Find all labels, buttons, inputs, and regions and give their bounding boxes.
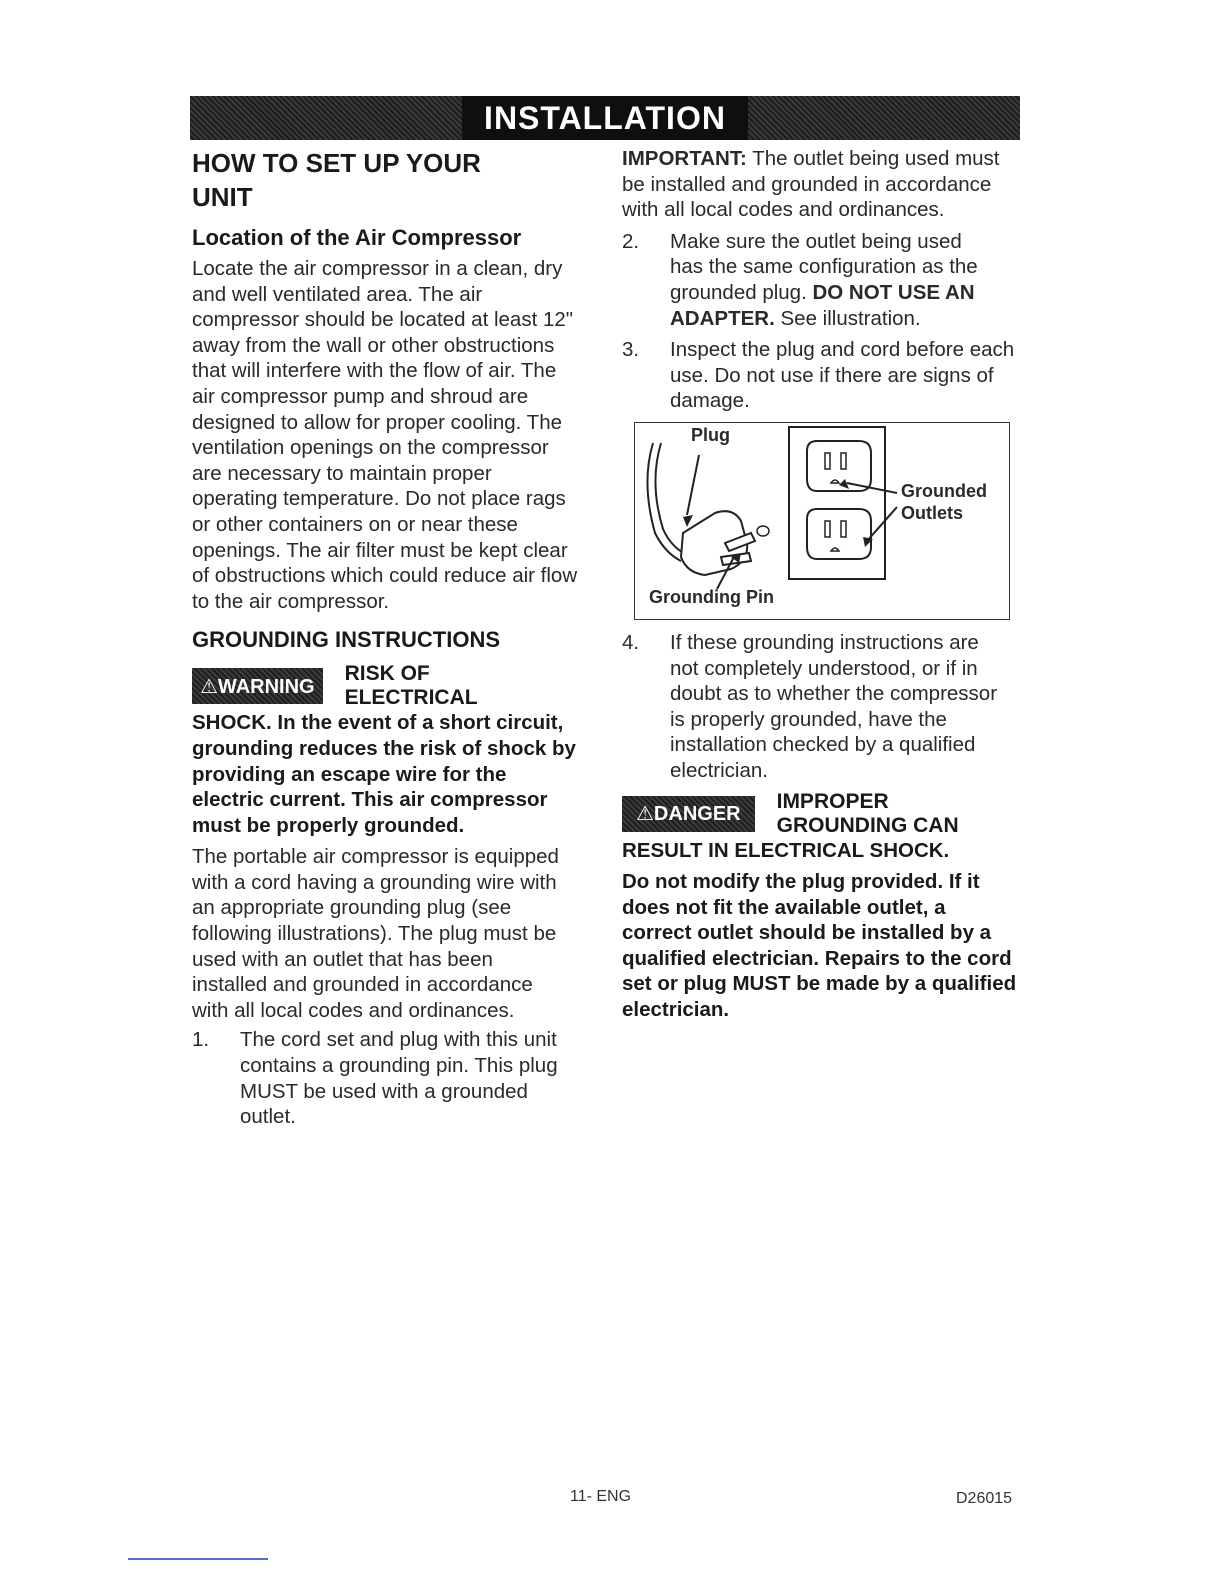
- warning-heading: RISK OF ELECTRICAL: [344, 662, 478, 710]
- list-text: The cord set and plug with this unit contains a grounding pin. This plug MUST be used with a grounded outlet.: [240, 1028, 558, 1129]
- warning-notice: [192, 662, 592, 710]
- list-item: [622, 630, 1022, 784]
- warning-badge: ⚠WARNING: [192, 668, 323, 704]
- list-text: [670, 229, 980, 331]
- grounding-steps-right-2: [622, 630, 1022, 784]
- section-banner: [190, 96, 1020, 140]
- danger-badge: ⚠DANGER: [622, 796, 755, 832]
- plug-label: Plug: [691, 424, 730, 445]
- list-number: 2.: [622, 229, 640, 253]
- item2-text-a: Make sure the outlet being used has the same configuration as the grounded plug.: [670, 229, 978, 304]
- page-heading: HOW TO SET UP YOUR UNIT: [192, 148, 481, 212]
- location-paragraph: Locate the air compressor in a clean, dry and well ventilated area. The air compressor should be located at least 12" away from the wall or other obstructions that will interfere with the flow of air. The air compressor pump and shroud are designed to allow for proper cooling. The ventilation openings on the compressor are necessary to maintain proper operating temperature. Do not place rags or other containers on or near these openings. The air filter must be kept clear of obstructions which could reduce air flow to the air compressor.: [192, 257, 578, 613]
- outlets-label-line1: Grounded: [901, 480, 987, 501]
- list-number: 1.: [192, 1028, 210, 1052]
- danger-subheading: RESULT IN ELECTRICAL SHOCK.: [622, 838, 950, 862]
- grounding-paragraph: The portable air compressor is equipped with a cord having a grounding wire with an appropriate grounding plug (see following illustrations). The plug must be used with an outlet that has been installed and grounded in accordance with all local codes and ordinances.: [192, 845, 559, 1022]
- right-column: [622, 146, 1022, 1023]
- plug-arrow: [687, 455, 699, 515]
- important-paragraph: [622, 146, 1007, 223]
- warning-body: SHOCK. In the event of a short circuit, grounding reduces the risk of shock by providing an escape wire for the electric current. This air compressor must be properly grounded.: [192, 711, 576, 837]
- grounding-steps-right: [622, 229, 1022, 414]
- list-item: [622, 337, 1022, 414]
- plug-icon: [681, 511, 769, 575]
- location-heading: Location of the Air Compressor: [192, 225, 522, 250]
- danger-notice: [622, 790, 1022, 838]
- danger-body: Do not modify the plug provided. If it does not fit the available outlet, a correct outlet should be installed by a qualified electrician. Repairs to the cord set or plug MUST be made by a qualified electrician.: [622, 870, 1017, 1022]
- list-number: 4.: [622, 630, 640, 654]
- item2-text-b: See illustration.: [774, 306, 921, 330]
- item2-bold: DO NOT USE AN ADAPTER.: [670, 280, 975, 330]
- scan-artifact-line: [128, 1558, 268, 1560]
- list-text: Inspect the plug and cord before each use. Do not use if there are signs of damage.: [670, 338, 1015, 413]
- grounding-pin-label: Grounding Pin: [649, 586, 774, 607]
- danger-heading: IMPROPER GROUNDING CAN: [776, 789, 959, 837]
- cord-line: [647, 443, 681, 561]
- list-text: If these grounding instructions are not completely understood, or if in doubt as to whether the compressor is properly grounded, have the installation checked by a qualified electrician.: [670, 630, 998, 782]
- plug-outlet-illustration: [634, 422, 1010, 620]
- section-title: INSTALLATION: [462, 96, 748, 140]
- list-item: [192, 1027, 592, 1129]
- list-item: [622, 229, 1022, 331]
- outlet-icon-bottom: [807, 509, 871, 559]
- outlets-label-line2: Outlets: [901, 502, 964, 523]
- grounding-steps-left: [192, 1027, 592, 1129]
- document-code: D26015: [956, 1490, 1013, 1507]
- important-label: IMPORTANT:: [622, 147, 747, 170]
- page-number: 11- ENG: [570, 1488, 632, 1505]
- grounding-heading: GROUNDING INSTRUCTIONS: [192, 627, 500, 653]
- important-text: The outlet being used must be installed and grounded in accordance with all local codes and ordinances.: [622, 147, 1000, 222]
- outlet-icon-top: [807, 441, 871, 491]
- list-number: 3.: [622, 338, 640, 362]
- left-column: [192, 146, 592, 1136]
